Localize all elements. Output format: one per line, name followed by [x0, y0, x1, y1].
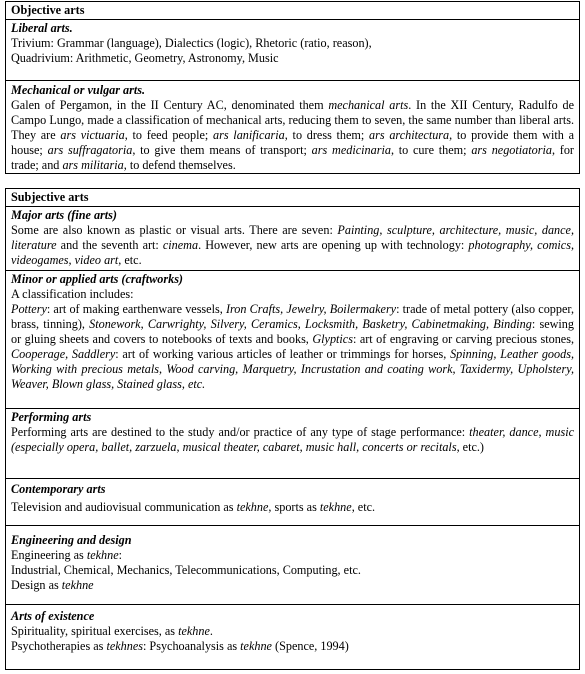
mechanical-arts-title: Mechanical or vulgar arts. [11, 83, 146, 97]
engineering-design-cell [6, 525, 579, 604]
performing-arts-cell [6, 408, 579, 478]
arts-of-existence-cell [6, 604, 579, 668]
psychotherapies-line: Psychotherapies as tekhnes: Psychoanalysis as tekhne (Spence, 1994) [11, 639, 349, 653]
liberal-arts-title: Liberal arts. [11, 21, 73, 35]
trivium-line: Trivium: Grammar (language), Dialectics (logic), Rhetoric (ratio, reason), [11, 36, 372, 50]
engineering-line: Engineering as tekhne: [11, 548, 123, 562]
liberal-arts-cell [6, 19, 579, 80]
major-arts-title: Major arts (fine arts) [11, 208, 117, 222]
quadrivium-line: Quadrivium: Arithmetic, Geometry, Astronomy, Music [11, 51, 279, 65]
minor-arts-intro: A classification includes: [11, 287, 134, 301]
mechanical-arts-cell [6, 80, 579, 173]
subjective-arts-table [5, 188, 580, 670]
objective-arts-header [6, 2, 579, 19]
performing-arts-title: Performing arts [11, 410, 92, 424]
design-line: Design as tekhne [11, 578, 94, 592]
engineering-list-line: Industrial, Chemical, Mechanics, Telecommunications, Computing, etc. [11, 563, 361, 577]
subjective-arts-header-text: Subjective arts [11, 190, 89, 204]
objective-arts-header-text: Objective arts [11, 3, 85, 17]
major-arts-text: Some are also known as plastic or visual arts. There are seven: Painting, sculpture, architecture, music, dance, literature and the seventh art: cinema. However, new arts are opening up with technology: photography, comics, videogames, video art, etc. [11, 223, 575, 267]
arts-of-existence-title: Arts of existence [11, 609, 95, 623]
spirituality-line: Spirituality, spiritual exercises, as tekhne. [11, 624, 213, 638]
engineering-design-title: Engineering and design [11, 533, 132, 547]
objective-arts-table [5, 1, 580, 174]
minor-arts-text: Pottery: art of making earthenware vessels, Iron Crafts, Jewelry, Boilermakery: trade of metal pottery (also copper, brass, tinning), Stonework, Carwrighty, Silvery, Ceramics, Locksmith, Basketry, Cabinetmaking, Binding: sewing or gluing sheets and covers to notebooks of texts and books, Glyptics: art of engraving or carving precious stones, Cooperage, Saddlery: art of working various articles of leather or trimmings for horses, Spinning, Leather goods, Working with precious metals, Wood carving, Marquetry, Incrustation and coating work, Taxidermy, Upholstery, Weaver, Blown glass, Stained glass, etc. [11, 302, 574, 391]
major-arts-cell [6, 206, 579, 270]
subjective-arts-header [6, 189, 579, 206]
contemporary-arts-title: Contemporary arts [11, 482, 106, 496]
contemporary-arts-text: Television and audiovisual communication as tekhne, sports as tekhne, etc. [11, 500, 376, 514]
minor-arts-title: Minor or applied arts (craftworks) [11, 272, 183, 286]
mechanical-arts-text: Galen of Pergamon, in the II Century AC, denominated them mechanical arts. In the XII Century, Radulfo de Campo Lungo, made a classification of mechanical arts, reducing them to seven, the same number than liberal arts. They are ars victuaria, to feed people; ars lanificaria, to dress them; ars architectura, to provide them with a house; ars suffragatoria, to give them means of transport; ars medicinaria, to cure them; ars negotiatoria, for trade; and ars militaria, to defend themselves. [11, 98, 574, 172]
minor-arts-cell [6, 270, 579, 408]
performing-arts-text: Performing arts are destined to the study and/or practice of any type of stage performance: theater, dance, music (especially opera, ballet, zarzuela, musical theater, cabaret, music hall, concerts or recitals, etc.) [11, 425, 574, 454]
contemporary-arts-cell [6, 478, 579, 525]
